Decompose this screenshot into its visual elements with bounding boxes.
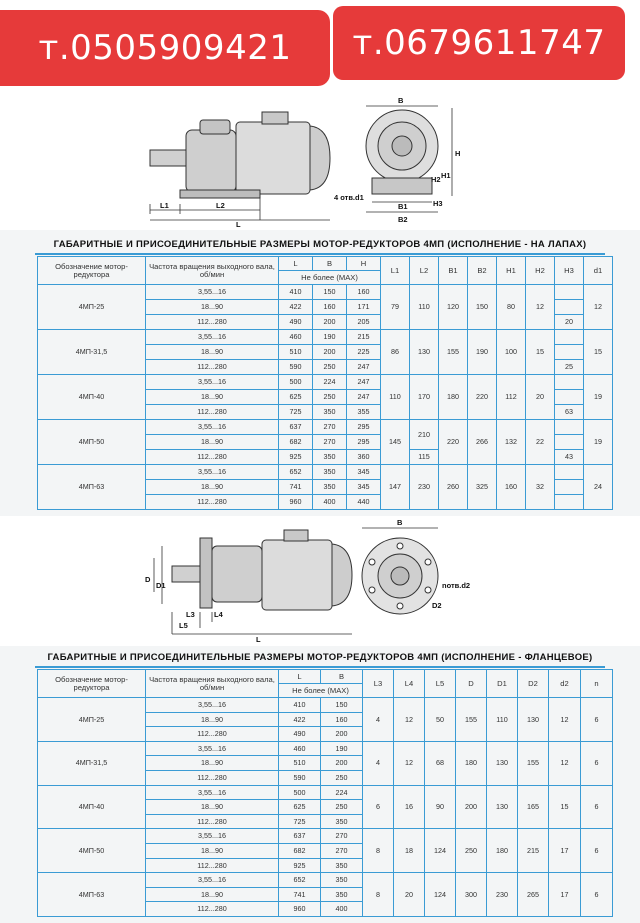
col-max: Не более (MAX) <box>279 271 381 285</box>
value-B: 350 <box>313 465 347 480</box>
value-L: 625 <box>279 390 313 405</box>
value-H: 440 <box>347 495 381 510</box>
speed-range: 3,55...16 <box>146 420 279 435</box>
speed-range: 112...280 <box>146 902 279 917</box>
value-H: 247 <box>347 360 381 375</box>
value-H2: 12 <box>526 285 555 330</box>
col-speed-2: Частота вращения выходного вала, об/мин <box>146 670 279 698</box>
dim-label-B2: B2 <box>398 215 408 224</box>
value-n: 6 <box>581 785 613 829</box>
foot-mount-section <box>0 230 640 516</box>
value-B2: 190 <box>468 330 497 375</box>
value-H: 345 <box>347 480 381 495</box>
value-d1: 19 <box>584 420 613 465</box>
value-d2: 12 <box>549 741 581 785</box>
model-name: 4МП-31,5 <box>38 741 146 785</box>
value-B: 250 <box>313 390 347 405</box>
value-B: 224 <box>321 785 363 800</box>
value-L: 490 <box>279 315 313 330</box>
value-D2: 215 <box>518 829 549 873</box>
value-L: 925 <box>279 450 313 465</box>
value-L4: 20 <box>394 873 425 917</box>
value-D2: 155 <box>518 741 549 785</box>
speed-range: 3,55...16 <box>146 873 279 888</box>
speed-range: 18...90 <box>146 843 279 858</box>
value-H3: 43 <box>555 450 584 465</box>
value-H: 247 <box>347 375 381 390</box>
col-H2: H2 <box>526 257 555 285</box>
speed-range: 112...280 <box>146 727 279 742</box>
value-L: 741 <box>279 887 321 902</box>
motor-body <box>236 122 310 194</box>
value-B2: 266 <box>468 420 497 465</box>
value-L: 422 <box>279 300 313 315</box>
value-B2: 150 <box>468 285 497 330</box>
value-d1: 12 <box>584 285 613 330</box>
value-B1: 120 <box>439 285 468 330</box>
flange-motor <box>262 540 332 610</box>
value-d1: 24 <box>584 465 613 510</box>
value-L1: 145 <box>381 420 410 465</box>
value-B: 350 <box>313 480 347 495</box>
dim-label-B2b: B <box>397 518 403 527</box>
value-D: 250 <box>456 829 487 873</box>
table-row <box>38 330 613 345</box>
value-H: 295 <box>347 435 381 450</box>
dim-label-H2: H2 <box>431 175 441 184</box>
col-L5: L5 <box>425 670 456 698</box>
speed-range: 18...90 <box>146 300 279 315</box>
value-H3 <box>555 330 584 345</box>
value-B: 270 <box>313 420 347 435</box>
dim-label-L2b: L <box>256 635 261 644</box>
value-L: 500 <box>279 375 313 390</box>
speed-range: 18...90 <box>146 480 279 495</box>
value-H3 <box>555 285 584 300</box>
value-D2: 265 <box>518 873 549 917</box>
value-d2: 12 <box>549 698 581 742</box>
value-L: 637 <box>279 420 313 435</box>
value-B: 200 <box>321 756 363 771</box>
value-L5: 50 <box>425 698 456 742</box>
flange-mount-diagram <box>0 516 640 646</box>
value-B: 400 <box>313 495 347 510</box>
dim-label-D2: D2 <box>432 601 442 610</box>
speed-range: 3,55...16 <box>146 829 279 844</box>
value-B: 270 <box>313 435 347 450</box>
value-B: 270 <box>321 829 363 844</box>
value-H3 <box>555 420 584 435</box>
value-H1: 132 <box>497 420 526 465</box>
value-L: 422 <box>279 712 321 727</box>
table-row <box>38 375 613 390</box>
value-L1: 110 <box>381 375 410 420</box>
dim-label-L4: L4 <box>214 610 223 619</box>
value-B: 400 <box>321 902 363 917</box>
value-B: 160 <box>321 712 363 727</box>
speed-range: 3,55...16 <box>146 698 279 713</box>
value-L: 682 <box>279 435 313 450</box>
model-name: 4МП-50 <box>38 829 146 873</box>
col-L3: L3 <box>363 670 394 698</box>
col-D1: D1 <box>487 670 518 698</box>
speed-range: 18...90 <box>146 345 279 360</box>
col-max-2: Не более (MAX) <box>279 684 363 698</box>
table-2-title: ГАБАРИТНЫЕ И ПРИСОЕДИНИТЕЛЬНЫЕ РАЗМЕРЫ МОТОР-РЕДУКТОРОВ 4МП (ИСПОЛНЕНИЕ - ФЛАНЦЕВОЕ) <box>47 652 593 663</box>
value-L3: 8 <box>363 829 394 873</box>
value-L: 510 <box>279 756 321 771</box>
value-L: 725 <box>279 405 313 420</box>
dim-label-B1: B1 <box>398 202 408 211</box>
gearbox-body <box>186 130 236 192</box>
value-L: 490 <box>279 727 321 742</box>
value-H: 171 <box>347 300 381 315</box>
value-B: 350 <box>321 814 363 829</box>
foot-mount-table <box>37 256 613 510</box>
value-B: 350 <box>313 450 347 465</box>
foot-mount-drawing <box>0 92 640 230</box>
value-H1: 100 <box>497 330 526 375</box>
value-H: 225 <box>347 345 381 360</box>
terminal-box <box>262 112 288 124</box>
col-L: L <box>279 257 313 271</box>
value-L3: 6 <box>363 785 394 829</box>
value-L: 625 <box>279 800 321 815</box>
value-L: 652 <box>279 873 321 888</box>
flange-plate <box>200 538 212 608</box>
dim-label-D1: D1 <box>156 581 166 590</box>
phone-number-right[interactable]: т.0679611747 <box>352 23 606 63</box>
dim-label-L5: L5 <box>179 621 188 630</box>
value-D: 300 <box>456 873 487 917</box>
value-L4: 18 <box>394 829 425 873</box>
col-H: H <box>347 257 381 271</box>
value-B: 250 <box>321 770 363 785</box>
model-name: 4МП-40 <box>38 375 146 420</box>
model-name: 4МП-31,5 <box>38 330 146 375</box>
header-banner <box>0 0 640 92</box>
flange-mount-section <box>0 646 640 923</box>
value-H3 <box>555 480 584 495</box>
speed-range: 18...90 <box>146 435 279 450</box>
table-row <box>38 785 613 800</box>
value-B: 350 <box>321 887 363 902</box>
value-D: 180 <box>456 741 487 785</box>
value-B: 224 <box>313 375 347 390</box>
col-L2: L2 <box>410 257 439 285</box>
value-H2: 32 <box>526 465 555 510</box>
speed-range: 18...90 <box>146 390 279 405</box>
value-B: 250 <box>321 800 363 815</box>
output-shaft <box>150 150 186 166</box>
value-H3: 25 <box>555 360 584 375</box>
value-H1: 80 <box>497 285 526 330</box>
value-L: 960 <box>279 902 321 917</box>
value-d2: 17 <box>549 829 581 873</box>
value-L1: 147 <box>381 465 410 510</box>
speed-range: 18...90 <box>146 712 279 727</box>
value-L3: 4 <box>363 741 394 785</box>
value-L: 960 <box>279 495 313 510</box>
phone-badge-left[interactable] <box>0 10 330 86</box>
speed-range: 3,55...16 <box>146 285 279 300</box>
value-L2: 230 <box>410 465 439 510</box>
value-H3: 63 <box>555 405 584 420</box>
value-H1: 112 <box>497 375 526 420</box>
col-speed: Частота вращения выходного вала, об/мин <box>146 257 279 285</box>
col-L-2: L <box>279 670 321 684</box>
value-L: 682 <box>279 843 321 858</box>
model-name: 4МП-25 <box>38 698 146 742</box>
col-H3: H3 <box>555 257 584 285</box>
value-n: 6 <box>581 873 613 917</box>
value-d1: 19 <box>584 375 613 420</box>
speed-range: 18...90 <box>146 887 279 902</box>
flange-mount-table <box>37 669 613 917</box>
dim-label-holes: 4 отв.d1 <box>334 193 364 202</box>
value-B: 190 <box>321 741 363 756</box>
value-H: 247 <box>347 390 381 405</box>
value-H: 215 <box>347 330 381 345</box>
model-name: 4МП-40 <box>38 785 146 829</box>
value-B1: 220 <box>439 420 468 465</box>
flange-shaft <box>172 566 200 582</box>
value-L4: 12 <box>394 741 425 785</box>
foot-mount-diagram <box>0 92 640 230</box>
col-d1: d1 <box>584 257 613 285</box>
value-B: 150 <box>313 285 347 300</box>
value-B: 200 <box>313 345 347 360</box>
model-name: 4МП-63 <box>38 873 146 917</box>
value-B: 350 <box>321 873 363 888</box>
table-row <box>38 420 613 435</box>
value-B2: 325 <box>468 465 497 510</box>
value-H3 <box>555 345 584 360</box>
value-D1: 230 <box>487 873 518 917</box>
table-row <box>38 285 613 300</box>
value-H3 <box>555 435 584 450</box>
value-H: 355 <box>347 405 381 420</box>
value-H2: 22 <box>526 420 555 465</box>
col-n: n <box>581 670 613 698</box>
table-row <box>38 698 613 713</box>
table-row <box>38 465 613 480</box>
value-H3 <box>555 495 584 510</box>
value-L: 460 <box>279 330 313 345</box>
phone-badge-right[interactable] <box>333 6 625 80</box>
value-L5: 68 <box>425 741 456 785</box>
value-B1: 260 <box>439 465 468 510</box>
value-L2: 170 <box>410 375 439 420</box>
value-D1: 110 <box>487 698 518 742</box>
value-D1: 180 <box>487 829 518 873</box>
speed-range: 18...90 <box>146 800 279 815</box>
value-B: 200 <box>313 315 347 330</box>
speed-range: 3,55...16 <box>146 330 279 345</box>
value-L: 460 <box>279 741 321 756</box>
value-L: 725 <box>279 814 321 829</box>
value-L2: 210 <box>410 420 439 450</box>
value-D2: 165 <box>518 785 549 829</box>
table-1-divider <box>35 253 605 255</box>
value-L4: 12 <box>394 698 425 742</box>
phone-number-left[interactable]: т.0505909421 <box>38 28 292 68</box>
value-L: 410 <box>279 698 321 713</box>
dim-label-B: B <box>398 96 404 105</box>
value-n: 6 <box>581 741 613 785</box>
value-H3 <box>555 375 584 390</box>
front-shaft <box>392 136 412 156</box>
col-designation: Обозначение мотор-редуктора <box>38 257 146 285</box>
value-L2: 115 <box>410 450 439 465</box>
value-H3 <box>555 390 584 405</box>
value-L2: 130 <box>410 330 439 375</box>
value-B2: 220 <box>468 375 497 420</box>
value-L: 590 <box>279 770 321 785</box>
table-1-title: ГАБАРИТНЫЕ И ПРИСОЕДИНИТЕЛЬНЫЕ РАЗМЕРЫ МОТОР-РЕДУКТОРОВ 4МП (ИСПОЛНЕНИЕ - НА ЛАПАХ) <box>53 239 587 250</box>
table-row <box>38 873 613 888</box>
value-B: 350 <box>313 405 347 420</box>
dim-label-H3: H3 <box>433 199 443 208</box>
value-n: 6 <box>581 698 613 742</box>
table-row <box>38 741 613 756</box>
speed-range: 18...90 <box>146 756 279 771</box>
value-H1: 160 <box>497 465 526 510</box>
col-D: D <box>456 670 487 698</box>
col-B1: B1 <box>439 257 468 285</box>
speed-range: 3,55...16 <box>146 741 279 756</box>
model-name: 4МП-25 <box>38 285 146 330</box>
value-B: 250 <box>313 360 347 375</box>
dim-label-L3: L3 <box>186 610 195 619</box>
value-L4: 16 <box>394 785 425 829</box>
model-name: 4МП-50 <box>38 420 146 465</box>
value-L5: 124 <box>425 873 456 917</box>
speed-range: 112...280 <box>146 450 279 465</box>
table-row <box>38 829 613 844</box>
value-H3 <box>555 465 584 480</box>
speed-range: 3,55...16 <box>146 375 279 390</box>
value-D2: 130 <box>518 698 549 742</box>
value-B: 190 <box>313 330 347 345</box>
speed-range: 112...280 <box>146 814 279 829</box>
value-L: 741 <box>279 480 313 495</box>
dim-label-L: L <box>236 220 241 229</box>
value-H3: 20 <box>555 315 584 330</box>
speed-range: 112...280 <box>146 858 279 873</box>
value-H3 <box>555 300 584 315</box>
value-B: 350 <box>321 858 363 873</box>
value-B: 150 <box>321 698 363 713</box>
value-L: 510 <box>279 345 313 360</box>
value-L5: 90 <box>425 785 456 829</box>
speed-range: 112...280 <box>146 315 279 330</box>
value-L2: 110 <box>410 285 439 330</box>
table-2-divider <box>35 666 605 668</box>
col-L4: L4 <box>394 670 425 698</box>
value-d2: 17 <box>549 873 581 917</box>
dim-label-holes-2: nотв.d2 <box>442 581 471 590</box>
value-H: 295 <box>347 420 381 435</box>
speed-range: 112...280 <box>146 405 279 420</box>
value-L: 500 <box>279 785 321 800</box>
value-H: 160 <box>347 285 381 300</box>
value-D1: 130 <box>487 741 518 785</box>
value-B1: 180 <box>439 375 468 420</box>
col-B-2: B <box>321 670 363 684</box>
value-B1: 155 <box>439 330 468 375</box>
col-designation-2: Обозначение мотор-редуктора <box>38 670 146 698</box>
speed-range: 112...280 <box>146 770 279 785</box>
col-B: B <box>313 257 347 271</box>
dim-label-H1: H1 <box>441 171 451 180</box>
dim-label-D: D <box>145 575 151 584</box>
value-L: 410 <box>279 285 313 300</box>
value-D1: 130 <box>487 785 518 829</box>
speed-range: 3,55...16 <box>146 785 279 800</box>
value-B: 270 <box>321 843 363 858</box>
value-D: 155 <box>456 698 487 742</box>
value-d1: 15 <box>584 330 613 375</box>
dim-label-L1: L1 <box>160 201 169 210</box>
value-H: 205 <box>347 315 381 330</box>
flange-gearbox <box>212 546 262 602</box>
value-d2: 15 <box>549 785 581 829</box>
value-H: 360 <box>347 450 381 465</box>
value-B: 200 <box>321 727 363 742</box>
motor-cap <box>310 126 330 190</box>
value-B: 160 <box>313 300 347 315</box>
value-n: 6 <box>581 829 613 873</box>
value-D: 200 <box>456 785 487 829</box>
speed-range: 112...280 <box>146 360 279 375</box>
mounting-feet <box>180 190 260 198</box>
value-H: 345 <box>347 465 381 480</box>
col-L1: L1 <box>381 257 410 285</box>
col-H1: H1 <box>497 257 526 285</box>
col-B2: B2 <box>468 257 497 285</box>
col-d2: d2 <box>549 670 581 698</box>
value-L: 637 <box>279 829 321 844</box>
dim-label-L2: L2 <box>216 201 225 210</box>
speed-range: 112...280 <box>146 495 279 510</box>
dim-label-H: H <box>455 149 461 158</box>
value-L1: 86 <box>381 330 410 375</box>
value-L: 925 <box>279 858 321 873</box>
value-H2: 20 <box>526 375 555 420</box>
gearbox-top <box>200 120 230 134</box>
value-L5: 124 <box>425 829 456 873</box>
col-D2: D2 <box>518 670 549 698</box>
value-L: 590 <box>279 360 313 375</box>
speed-range: 3,55...16 <box>146 465 279 480</box>
front-foot <box>372 178 432 194</box>
value-L3: 8 <box>363 873 394 917</box>
model-name: 4МП-63 <box>38 465 146 510</box>
value-L3: 4 <box>363 698 394 742</box>
value-H2: 15 <box>526 330 555 375</box>
flange-mount-drawing <box>0 516 640 646</box>
value-L1: 79 <box>381 285 410 330</box>
value-L: 652 <box>279 465 313 480</box>
